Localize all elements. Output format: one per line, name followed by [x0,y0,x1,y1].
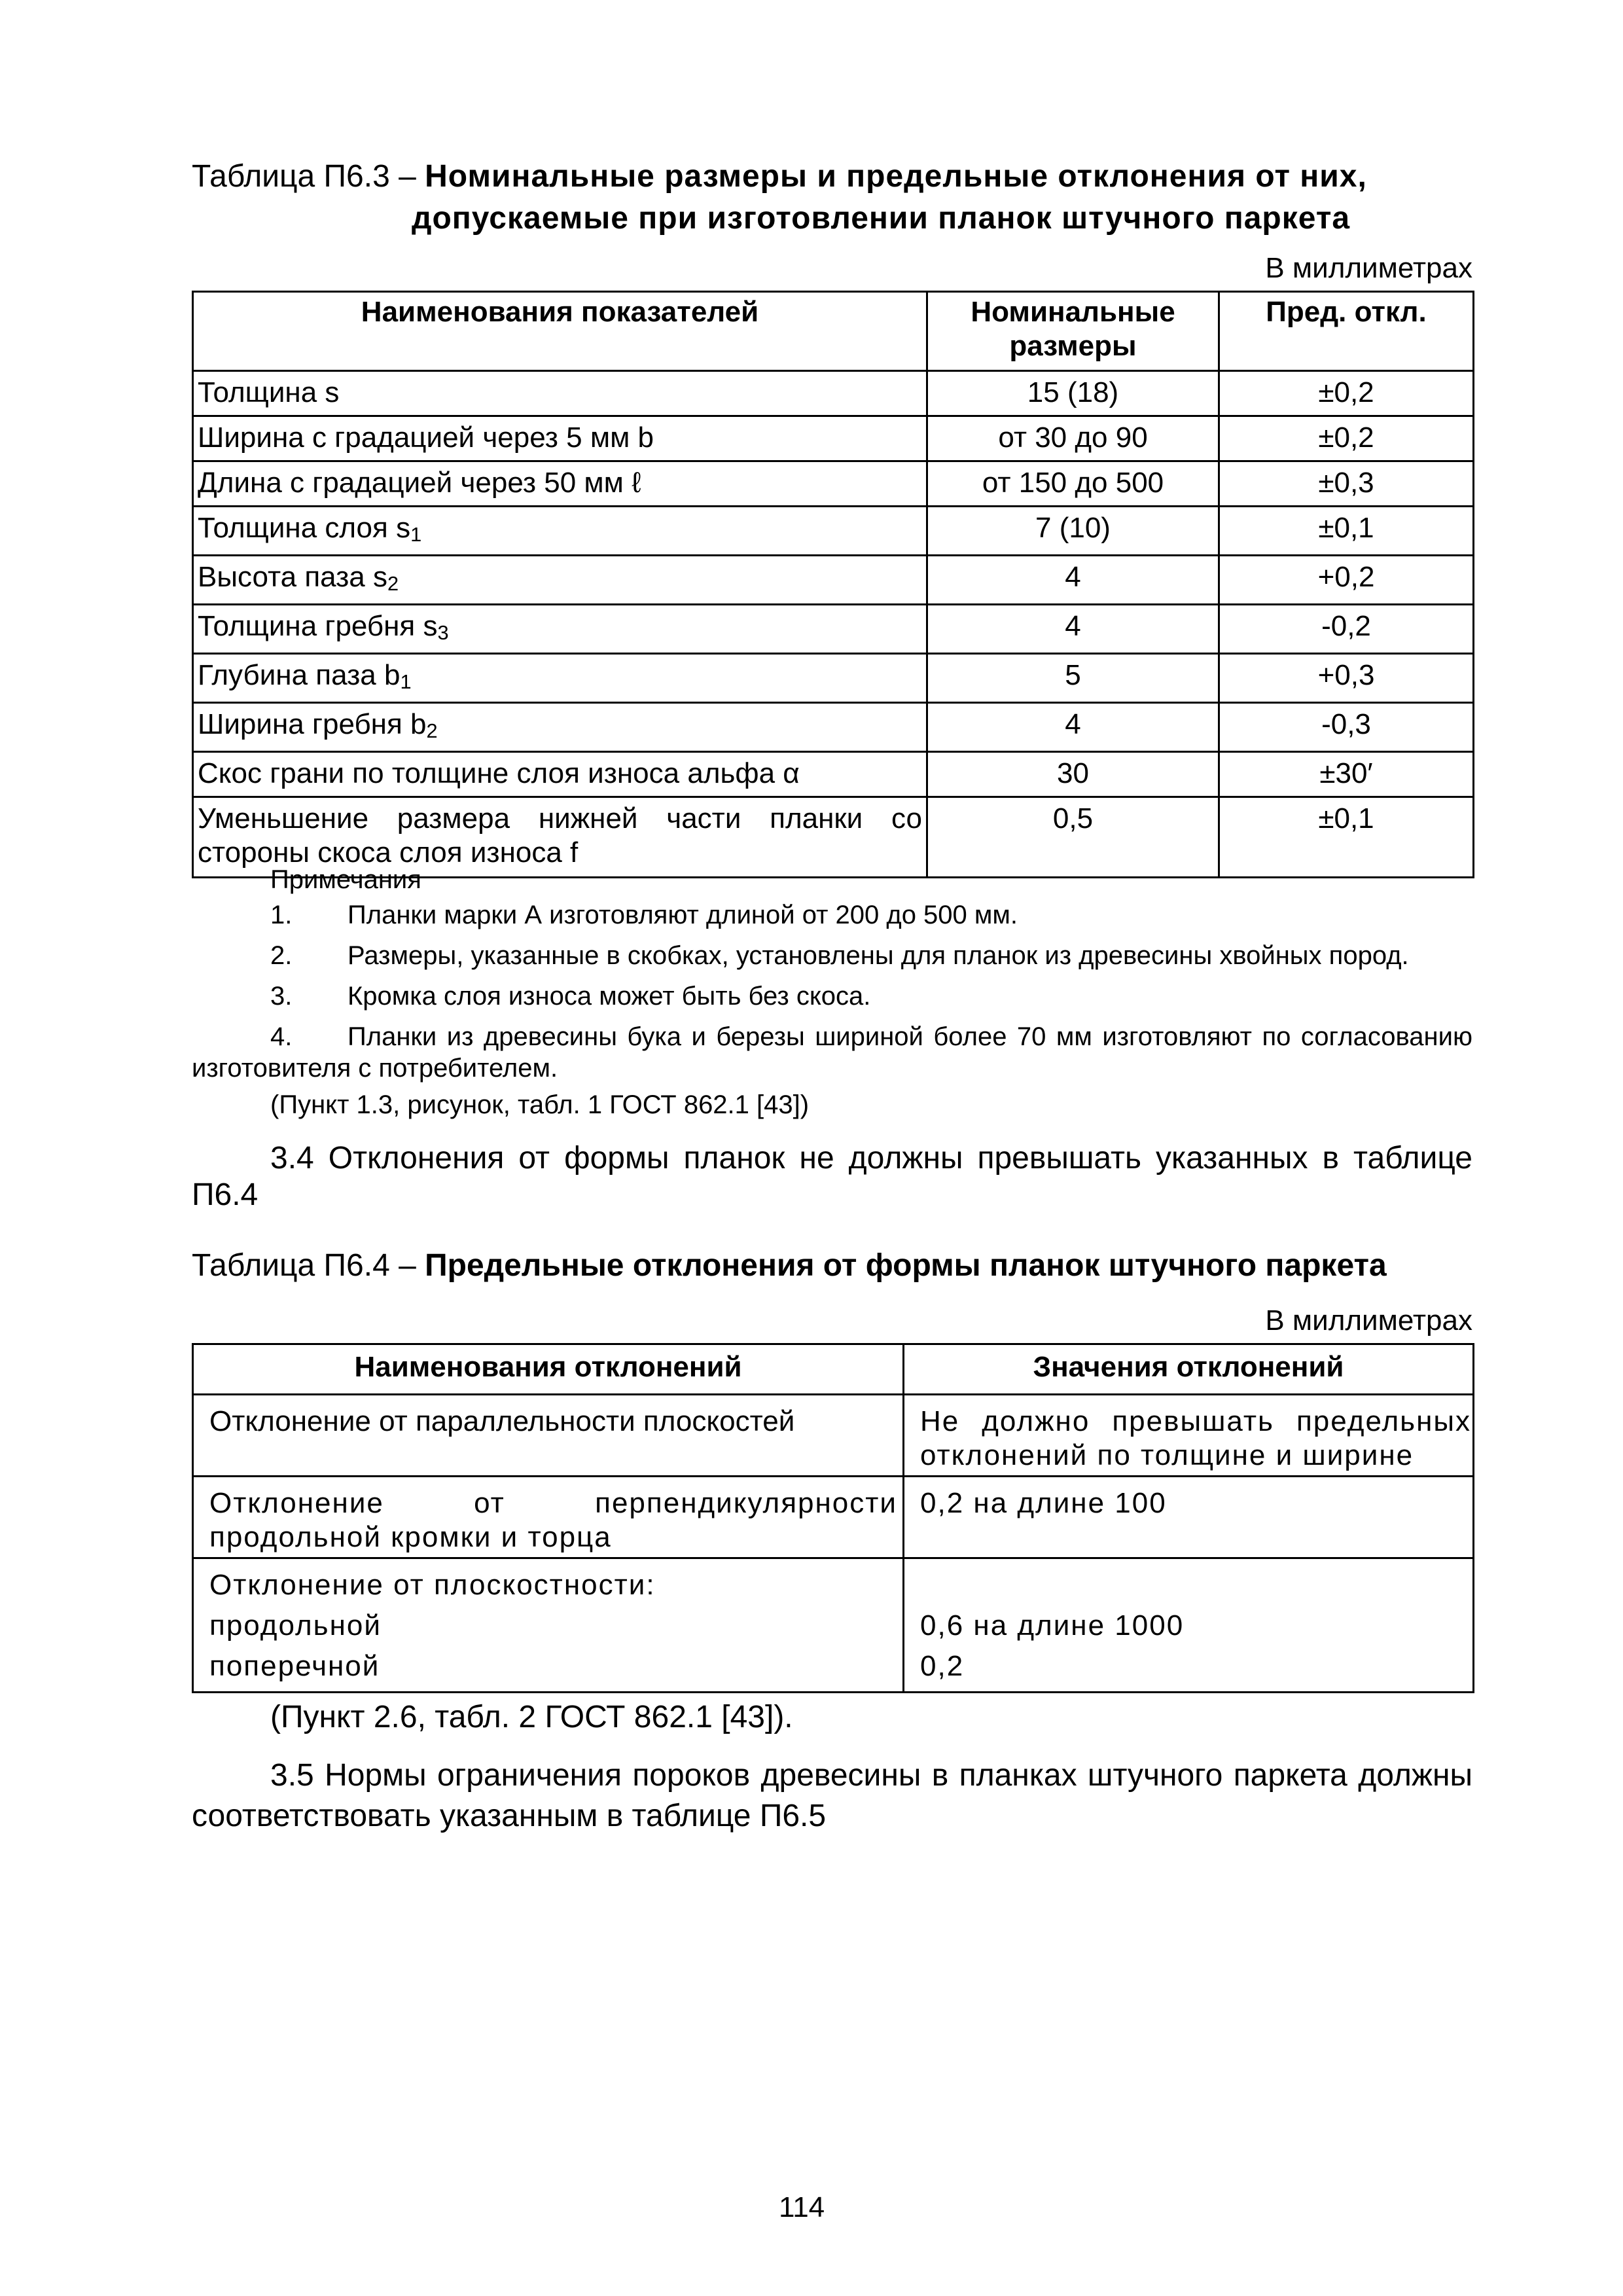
table3-cell-dev: ±0,1 [1219,797,1474,878]
row-label: Ширина гребня b [198,708,427,740]
table3-cell-name [193,461,927,507]
table3-cell-dev: ±0,2 [1219,371,1474,416]
note-text: Кромка слоя износа может быть без скоса. [348,982,871,1011]
table-row [193,461,1474,507]
table3-caption-prefix: Таблица П6.3 – [192,159,425,194]
table3-cell-nominal: от 150 до 500 [927,461,1219,507]
table3-cell-nominal: 4 [927,703,1219,752]
table-row [193,654,1474,703]
table3-cell-dev: -0,2 [1219,605,1474,654]
table3-cell-nominal: 0,5 [927,797,1219,878]
table3-unit: В миллиметрах [1265,252,1472,284]
table-row [193,507,1474,556]
table3-cell-dev: ±30′ [1219,752,1474,797]
row-label-subscript: 1 [400,670,412,693]
table3-cell-dev: ±0,3 [1219,461,1474,507]
flatness-transverse-value: 0,2 [920,1650,965,1682]
table3-cell-nominal: 4 [927,605,1219,654]
table-row [193,752,1474,797]
table3-cell-dev: ±0,2 [1219,416,1474,461]
row-label: Высота паза s [198,561,387,593]
row-label-subscript: 2 [426,719,438,742]
paragraph-3-5: 3.5 Нормы ограничения пороков древесины в планках штучного паркета должны соответствовать указанным в таблице П6.5 [192,1758,1472,1833]
row-label-subscript: 3 [437,621,449,644]
table4-cell-name: Отклонение от параллельности плоскостей [193,1395,904,1477]
row-label: Толщина s [198,376,340,408]
table-row [193,1395,1474,1477]
table-row [193,1477,1474,1558]
row-label: Ширина с градацией через 5 мм b [198,422,654,454]
table3-cell-nominal: 5 [927,654,1219,703]
table3-caption [192,156,1472,240]
row-label: Скос грани по толщине слоя износа альфа α [198,757,800,789]
table3-cell-dev: +0,2 [1219,556,1474,605]
table3 [192,291,1474,878]
note-item [192,1021,1472,1084]
table3-header-row [193,292,1474,371]
table3-cell-nominal: 15 (18) [927,371,1219,416]
page-number: 114 [779,2191,825,2223]
notes [192,864,1472,1093]
table4-header-value: Значения отклонений [904,1344,1474,1395]
table3-source: (Пункт 1.3, рисунок, табл. 1 ГОСТ 862.1 [43]) [270,1090,810,1119]
table-row [193,1558,1474,1693]
note-number: 3. [270,982,293,1011]
table3-cell-name [193,605,927,654]
note-item [270,980,1472,1012]
table4-cell-name: Отклонение от перпендикулярности продольной кромки и торца [193,1477,904,1558]
table4-header-name: Наименования отклонений [193,1344,904,1395]
table4-caption [192,1246,1387,1285]
table3-cell-name [193,654,927,703]
flatness-label: Отклонение от плоскостности: [209,1569,656,1601]
row-label-subscript: 2 [387,572,399,595]
table3-cell-nominal: 4 [927,556,1219,605]
row-label: Толщина гребня s [198,610,438,642]
table3-cell-name [193,752,927,797]
table4 [192,1343,1474,1693]
table3-cell-name [193,416,927,461]
table3-header-nominal: Номинальные размеры [927,292,1219,371]
table4-caption-title: Предельные отклонения от формы планок штучного паркета [425,1248,1387,1283]
table4-unit: В миллиметрах [1265,1304,1472,1336]
note-text: Размеры, указанные в скобках, установлены для планок из древесины хвойных пород. [348,941,1409,970]
note-text: Планки из древесины бука и березы шириной более 70 мм изготовляют по согласованию изготовителя с потребителем. [192,1022,1472,1083]
table3-caption-title-line2: допускаемые при изготовлении планок штучного паркета [412,201,1351,236]
note-text: Планки марки А изготовляют длиной от 200 до 500 мм. [348,901,1018,929]
table3-header-name: Наименования показателей [193,292,927,371]
table-row [193,556,1474,605]
table4-caption-prefix: Таблица П6.4 – [192,1248,425,1283]
row-label: Глубина паза b [198,659,401,691]
flatness-transverse-label: поперечной [209,1650,380,1682]
table-row [193,703,1474,752]
table-row [193,371,1474,416]
flatness-longitudinal-value: 0,6 на длине 1000 [920,1609,1185,1641]
notes-header: Примечания [270,865,421,894]
table4-header-row [193,1344,1474,1395]
table3-caption-title-line1: Номинальные размеры и предельные отклонения от них, [425,159,1367,194]
row-label: Уменьшение размера нижней части планки со стороны скоса слоя износа f [198,802,922,869]
table-row [193,605,1474,654]
note-number: 2. [270,941,293,970]
note-number: 4. [270,1022,293,1051]
note-item [270,940,1472,971]
note-item [270,899,1472,931]
table3-cell-nominal: 30 [927,752,1219,797]
table3-cell-dev: +0,3 [1219,654,1474,703]
table4-cell-value: Не должно превышать предельных отклонений по толщине и ширине [904,1395,1474,1477]
table4-cell-value [904,1558,1474,1693]
table4-cell-name [193,1558,904,1693]
row-label: Длина с градацией через 50 мм ℓ [198,467,641,499]
table3-header-dev: Пред. откл. [1219,292,1474,371]
table3-cell-dev: ±0,1 [1219,507,1474,556]
flatness-longitudinal-label: продольной [209,1609,382,1641]
table3-cell-name [193,507,927,556]
table3-cell-name [193,371,927,416]
table3-cell-name [193,556,927,605]
table3-cell-nominal: от 30 до 90 [927,416,1219,461]
table3-cell-name [193,703,927,752]
table3-cell-dev: -0,3 [1219,703,1474,752]
row-label-subscript: 1 [410,523,422,546]
table4-cell-value: 0,2 на длине 100 [904,1477,1474,1558]
row-label: Толщина слоя s [198,512,411,544]
note-number: 1. [270,901,293,929]
table4-source: (Пункт 2.6, табл. 2 ГОСТ 862.1 [43]). [270,1700,793,1734]
table3-cell-nominal: 7 (10) [927,507,1219,556]
table-row [193,416,1474,461]
paragraph-3-4: 3.4 Отклонения от формы планок не должны превышать указанных в таблице П6.4 [192,1141,1472,1212]
